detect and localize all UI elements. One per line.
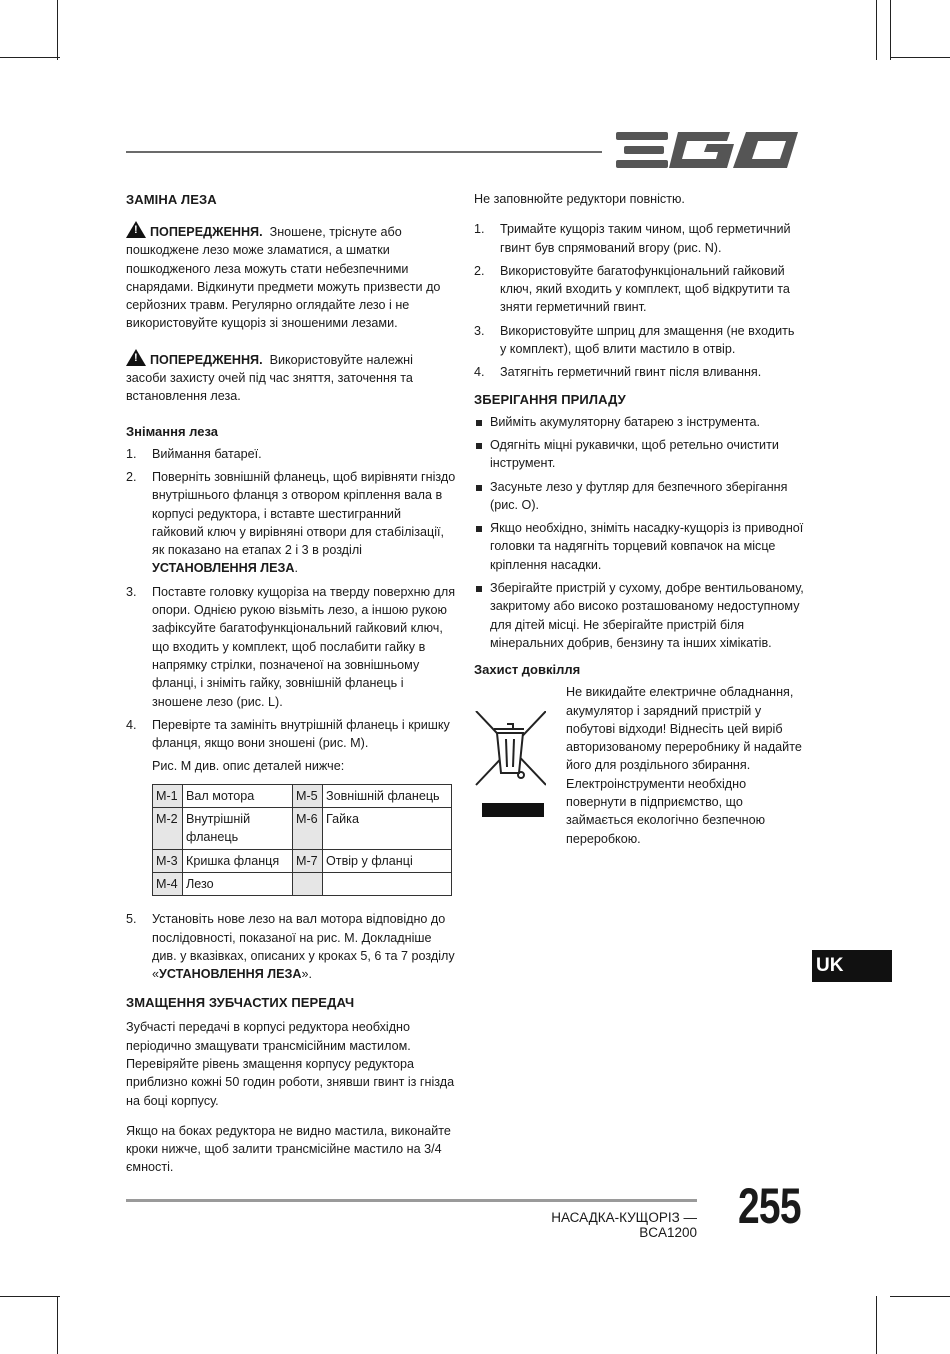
crop-mark [876, 1296, 877, 1354]
table-cell: M-7 [293, 849, 323, 872]
right-column [474, 190, 804, 848]
list-item [474, 363, 804, 381]
list-item [474, 220, 804, 257]
warning-icon [126, 349, 146, 366]
crop-mark [0, 57, 60, 58]
step-text: Поставте головку кущоріза на тверду поверхню для опори. Однією рукою візьміть лезо, а іншою рукою зафіксуйте багатофункціональний гайковий ключ, що входить у комплект, щоб послабити гайку в напрямку стрілки, позначеної на зовнішньому фланці, і зніміть гайку, зовнішній фланець і зношене лезо (рис. L). [152, 584, 456, 709]
table-cell [323, 872, 452, 895]
step-number: 4. [126, 717, 137, 732]
list-item: Одягніть міцні рукавички, щоб ретельно очистити інструмент. [474, 436, 804, 473]
table-row [153, 784, 452, 807]
crop-mark [890, 1296, 950, 1297]
step-number: 2. [126, 469, 137, 484]
lubrication-steps [474, 220, 804, 381]
crop-mark [0, 1296, 60, 1297]
list-item [126, 468, 456, 578]
list-item [126, 910, 456, 983]
table-cell: Внутрішній фланець [183, 808, 293, 850]
table-cell: M-5 [293, 784, 323, 807]
table-cell: Зовнішній фланець [323, 784, 452, 807]
removal-steps [126, 445, 456, 776]
warning-1-text: Зношене, тріснуте або пошкоджене лезо може зламатися, а шматки пошкодженого леза можуть стати небезпечними снарядами. Відкинути предмети можуть призвести до серйозних травм. Регулярно оглядайте лезо і не використовуйте кущоріз зі зношеними лезами. [126, 225, 441, 331]
table-cell: Гайка [323, 808, 452, 850]
warning-1-title: ПОПЕРЕДЖЕННЯ. [150, 225, 263, 239]
table-row [153, 808, 452, 850]
footer-rule [126, 1199, 697, 1202]
fill-intro: Не заповнюйте редуктори повністю. [474, 192, 685, 206]
crop-mark [890, 57, 950, 58]
warning-icon [126, 221, 146, 238]
crop-mark [876, 0, 877, 60]
step-text: Тримайте кущоріз таким чином, щоб герметичний гвинт був спрямований вгору (рис. N). [500, 222, 791, 255]
left-column [126, 190, 456, 1177]
gear-paragraph-1: Зубчасті передачі в корпусі редуктора необхідно періодично змащувати трансмісійним мастилом. Перевіряйте рівень змащення корпусу редуктора приблизно кожні 50 годин роботи, знявши гвинт із гнізда на боці корпусу. [126, 1020, 455, 1108]
table-cell: M-2 [153, 808, 183, 850]
storage-heading: ЗБЕРІГАННЯ ПРИЛАДУ [474, 391, 626, 407]
table-cell: M-3 [153, 849, 183, 872]
section-ref: УСТАНОВЛЕННЯ ЛЕЗА [152, 561, 295, 576]
list-item [126, 445, 456, 463]
list-item: Вийміть акумуляторну батарею з інструмента. [474, 413, 804, 431]
crop-mark [890, 0, 891, 60]
step-text: Використовуйте шприц для змащення (не входить у комплект), щоб влити мастило в отвір. [500, 323, 795, 357]
table-cell: Вал мотора [183, 784, 293, 807]
step-text: Затягніть герметичний гвинт після вливання. [500, 365, 762, 380]
table-cell: M-6 [293, 808, 323, 850]
step-number: 2. [474, 263, 485, 278]
step-number: 5. [126, 912, 137, 927]
removal-heading: Знімання леза [126, 423, 219, 439]
header-rule [126, 151, 602, 153]
section-ref: УСТАНОВЛЕННЯ ЛЕЗА [159, 967, 302, 982]
step-number: 1. [474, 222, 485, 237]
table-cell: M-1 [153, 784, 183, 807]
storage-list [474, 413, 804, 653]
parts-table [152, 784, 452, 896]
list-item [126, 583, 456, 711]
blade-heading: ЗАМІНА ЛЕЗА [126, 192, 217, 207]
list-item [474, 322, 804, 359]
step-text: Поверніть зовнішній фланець, щоб вирівняти гніздо внутрішнього фланця з отвором кріплення вала в корпусі редуктора, і вставте шестигранний гайковий ключ у вирівняні отвори для стабілізації, як показано на етапах 2 і 3 в розділі [152, 469, 456, 558]
step-tail: ». [301, 967, 313, 982]
step-number: 3. [474, 323, 485, 338]
list-item [126, 716, 456, 776]
warning-2 [126, 349, 456, 406]
table-cell: Отвір у фланці [323, 849, 452, 872]
environment-heading: Захист довкілля [474, 662, 581, 678]
table-cell: Кришка фланця [183, 849, 293, 872]
table-row [153, 872, 452, 895]
list-item: Якщо необхідно, зніміть насадку-кущоріз із приводної головки та надягніть торцевий ковпачок на місце кріплення насадки. [474, 519, 804, 574]
step-number: 4. [474, 365, 485, 380]
step-number: 3. [126, 584, 137, 599]
removal-steps-continued [126, 910, 456, 983]
crop-mark [57, 0, 58, 60]
step-text: Установіть нове лезо на вал мотора відповідно до послідовності, показаної на рис. M. Докладніше див. у вказівках, описаних у кроках 5, 6 та 7 розділу « [152, 912, 455, 982]
table-row [153, 849, 452, 872]
gear-paragraph-2: Якщо на боках редуктора не видно мастила, виконайте кроки нижче, щоб залити трансмісійне мастило на 3/4 ємності. [126, 1123, 451, 1175]
list-item: Зберігайте пристрій у сухому, добре вентильованому, закритому або високо розташованому недоступному для дітей місці. Не зберігайте пристрій біля мінеральних добрив, бензину та інших хімікатів. [474, 579, 804, 652]
environment-section [474, 683, 804, 848]
figure-note: Рис. M див. опис деталей нижче: [152, 759, 345, 774]
footer-title: НАСАДКА-КУЩОРІЗ — BCA1200 [551, 1210, 697, 1240]
warning-1 [126, 221, 456, 333]
crop-mark [57, 1296, 58, 1354]
step-number: 1. [126, 446, 137, 461]
step-text: Виймання батареї. [152, 446, 262, 461]
step-text: Використовуйте багатофункціональний гайковий ключ, який входить у комплект, щоб відкрутити та зняти герметичний гвинт. [500, 263, 790, 315]
table-cell: M-4 [153, 872, 183, 895]
crossed-out-bin-icon [474, 711, 546, 821]
list-item [474, 262, 804, 317]
page-number: 255 [738, 1178, 801, 1234]
environment-text: Не викидайте електричне обладнання, акумулятор і зарядний пристрій у побутові відходи! Віднесіть цей виріб авторизованому переробнику й надайте його для роздільного збирання. Електроінструменти необхідно повернути в підприємство, що займається екологічно безпечною переробкою. [566, 685, 802, 846]
table-cell [293, 872, 323, 895]
ego-logo [616, 128, 802, 172]
warning-2-title: ПОПЕРЕДЖЕННЯ. [150, 352, 263, 367]
warning-2-text: Використовуйте належні засоби захисту очей під час зняття, заточення та встановлення леза. [126, 352, 413, 404]
gear-heading: ЗМАЩЕННЯ ЗУБЧАСТИХ ПЕРЕДАЧ [126, 995, 355, 1011]
step-text: Перевірте та замініть внутрішній фланець і кришку фланця, якщо вони зношені (рис. M). [152, 717, 450, 751]
step-tail: . [294, 561, 298, 576]
table-cell: Лезо [183, 872, 293, 895]
language-tab: UK [812, 950, 892, 982]
list-item: Засуньте лезо у футляр для безпечного зберігання (рис. O). [474, 478, 804, 515]
